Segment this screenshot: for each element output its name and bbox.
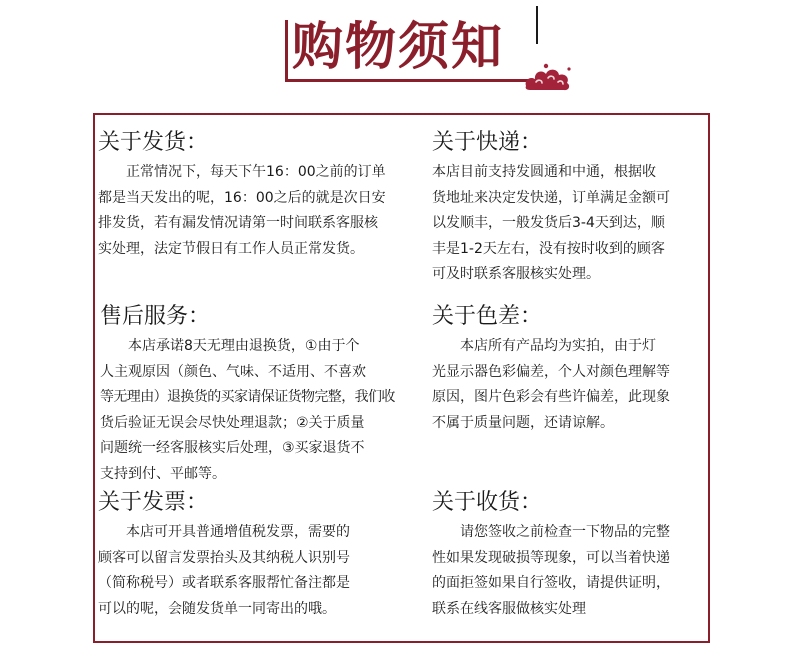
page-header xyxy=(0,0,790,100)
body-line: 本店所有产品均为实拍，由于灯 xyxy=(432,338,656,354)
body-line: 问题统一经客服核实后处理，③买家退货不 xyxy=(100,440,365,456)
section-aftersale xyxy=(100,302,420,487)
section-color-difference xyxy=(432,302,707,436)
page-title: 购物须知 xyxy=(292,17,505,77)
section-heading: 关于收货： xyxy=(432,490,543,515)
section-invoice xyxy=(98,488,418,622)
body-line: 光显示器色彩偏差，个人对颜色理解等 xyxy=(432,363,670,380)
body-line: 本店目前支持发圆通和中通，根据收 xyxy=(432,164,656,180)
section-heading: 关于发票： xyxy=(98,490,209,515)
section-receipt xyxy=(432,488,707,622)
body-line: 可以的呢，会随发货单一同寄出的哦。 xyxy=(98,600,336,617)
body-line: 排发货，若有漏发情况请第一时间联系客服核 xyxy=(98,215,378,231)
body-line: （简称税号）或者联系客服帮忙备注都是 xyxy=(98,575,350,591)
auspicious-cloud-icon xyxy=(522,60,572,94)
body-line: 本店承诺8天无理由退换货，①由于个 xyxy=(100,338,360,354)
body-line: 人主观原因（颜色、气味、不适用、不喜欢 xyxy=(100,363,366,380)
body-line: 以发顺丰，一般发货后3-4天到达，顺 xyxy=(432,215,665,231)
section-heading: 关于发货： xyxy=(98,130,209,155)
section-heading: 关于色差： xyxy=(432,304,543,329)
section-body xyxy=(100,334,420,487)
body-line: 原因，图片色彩会有些许偏差，此现象 xyxy=(432,389,670,405)
section-body xyxy=(98,520,418,622)
body-line: 可及时联系客服核实处理。 xyxy=(432,266,600,282)
body-line: 货后验证无误会尽快处理退款；②关于质量 xyxy=(100,414,365,431)
section-express xyxy=(432,128,707,288)
title-tick-decoration xyxy=(536,6,538,44)
body-line: 请您签收之前检查一下物品的完整 xyxy=(432,524,670,540)
body-line: 本店可开具普通增值税发票，需要的 xyxy=(98,524,350,540)
body-line: 不属于质量问题，还请谅解。 xyxy=(432,414,614,431)
body-line: 丰是1-2天左右，没有按时收到的顾客 xyxy=(432,240,665,257)
section-body xyxy=(432,160,707,288)
section-body xyxy=(432,334,707,436)
body-line: 正常情况下，每天下午16：00之前的订单 xyxy=(98,164,386,180)
section-body xyxy=(98,160,418,262)
body-line: 实处理，法定节假日有工作人员正常发货。 xyxy=(98,240,364,257)
body-line: 支持到付、平邮等。 xyxy=(100,465,226,482)
body-line: 性如果发现破损等现象，可以当着快递 xyxy=(432,549,670,566)
section-shipping xyxy=(98,128,418,262)
body-line: 货地址来决定发快递，订单满足金额可 xyxy=(432,189,670,206)
body-line: 顾客可以留言发票抬头及其纳税人识别号 xyxy=(98,549,350,566)
body-line: 等无理由）退换货的买家请保证货物完整，我们收 xyxy=(100,389,395,405)
section-heading: 售后服务： xyxy=(100,304,211,329)
body-line: 联系在线客服做核实处理 xyxy=(432,600,586,617)
body-line: 都是当天发出的呢，16：00之后的就是次日安 xyxy=(98,189,386,206)
section-body xyxy=(432,520,707,622)
body-line: 的面拒签如果自行签收，请提供证明， xyxy=(432,575,670,591)
section-heading: 关于快递： xyxy=(432,130,543,155)
